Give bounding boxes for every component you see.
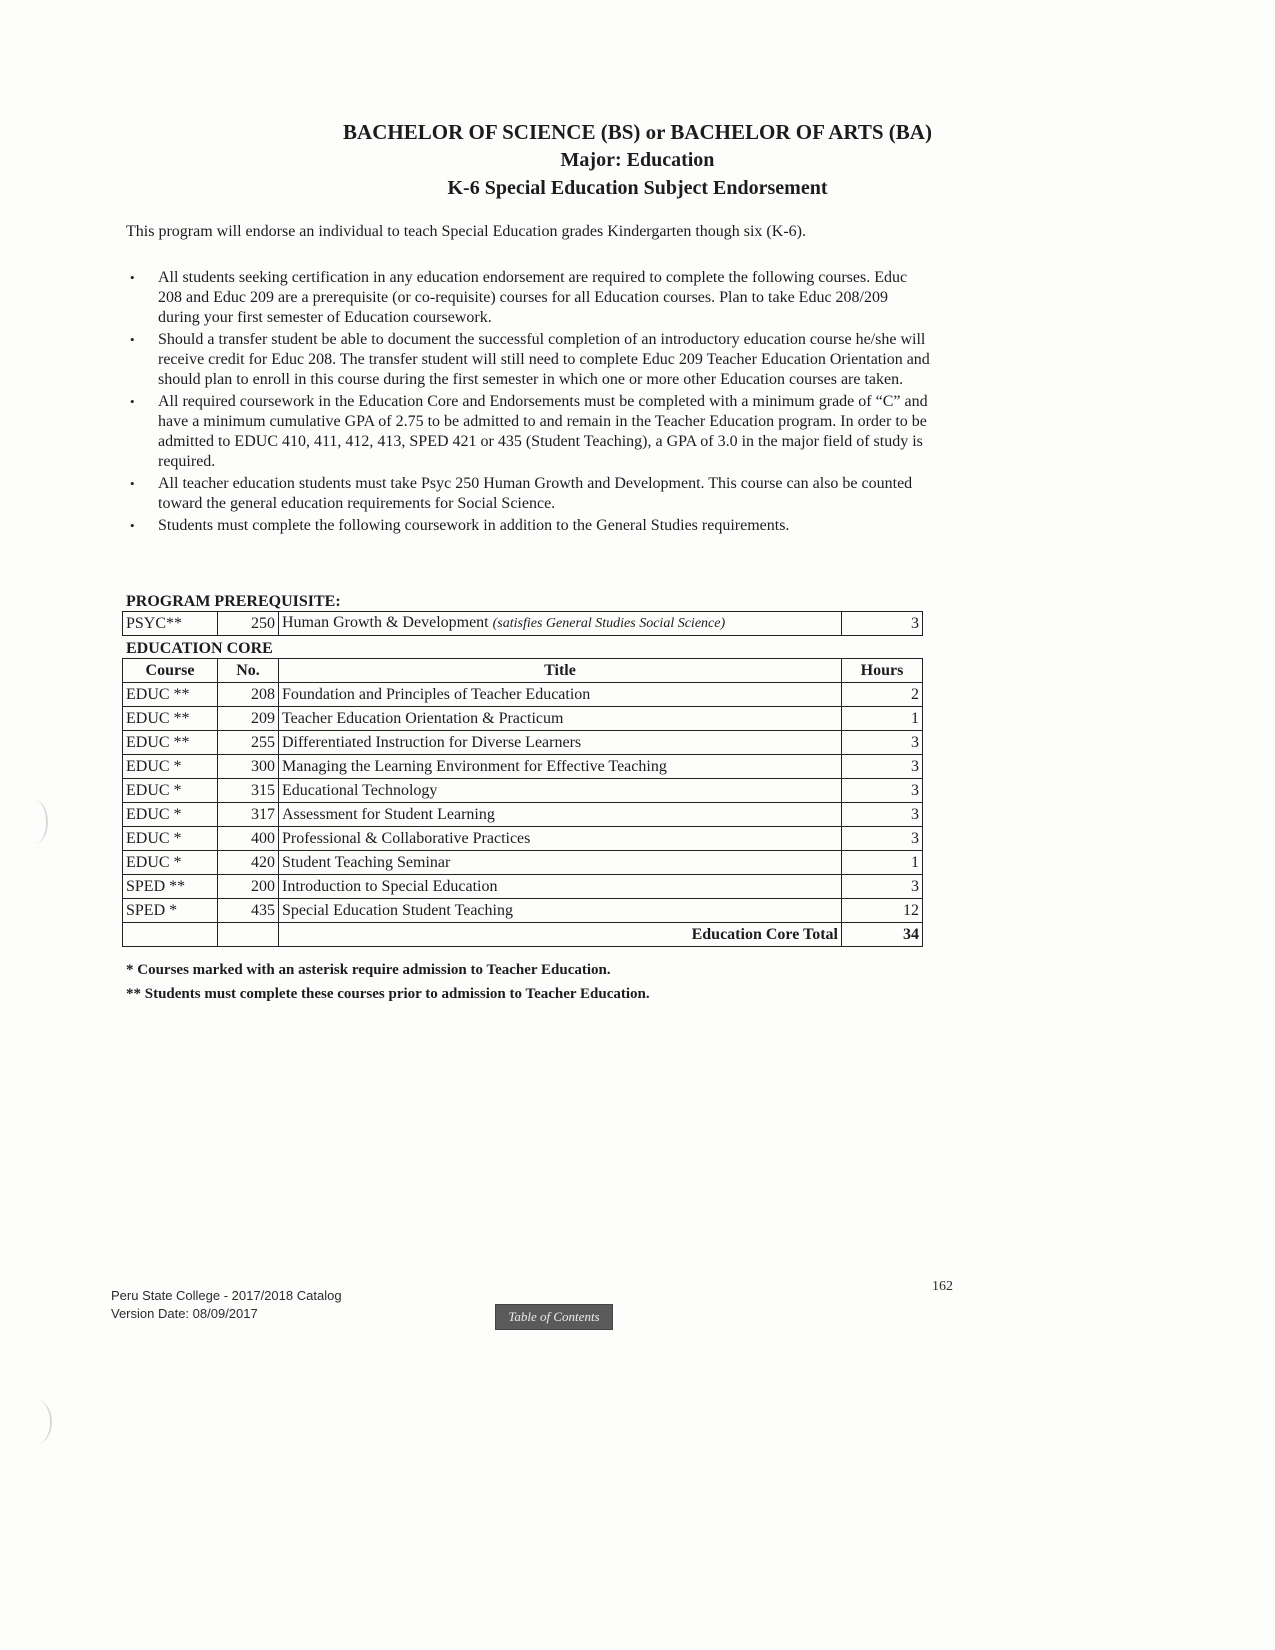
title-cell: Student Teaching Seminar (279, 851, 842, 875)
number-cell: 208 (218, 683, 279, 707)
course-cell: EDUC * (123, 803, 218, 827)
course-title: Human Growth & Development (282, 614, 489, 631)
core-table (122, 658, 923, 947)
hours-cell: 3 (842, 875, 923, 899)
asterisk-note: * Courses marked with an asterisk require admission to Teacher Education. (126, 962, 611, 978)
double-asterisk-note: ** Students must complete these courses prior to admission to Teacher Education. (126, 986, 650, 1002)
hours-cell: 1 (842, 707, 923, 731)
header-course: Course (123, 659, 218, 683)
title-cell: Educational Technology (279, 779, 842, 803)
hours-cell: 3 (842, 827, 923, 851)
header-hours: Hours (842, 659, 923, 683)
catalog-name: Peru State College - 2017/2018 Catalog (111, 1288, 342, 1303)
title-cell: Foundation and Principles of Teacher Education (279, 683, 842, 707)
table-row (123, 612, 923, 636)
header-title: Title (279, 659, 842, 683)
number-cell: 317 (218, 803, 279, 827)
title-cell: Teacher Education Orientation & Practicum (279, 707, 842, 731)
course-cell: SPED ** (123, 875, 218, 899)
table-of-contents-button[interactable]: Table of Contents (495, 1304, 613, 1330)
number-cell: 315 (218, 779, 279, 803)
number-cell: 250 (218, 612, 279, 636)
hours-cell: 3 (842, 612, 923, 636)
list-item: • All students seeking certification in any education endorsement are required to complete the following courses. Educ 208 and Educ 209 are a prerequisite (or co-requisite) courses for all Education courses. Plan to take Educ 208/209 during your first semester of Education coursework. (126, 268, 931, 328)
table-row (123, 683, 923, 707)
number-cell: 200 (218, 875, 279, 899)
table-row (123, 851, 923, 875)
course-cell: PSYC** (123, 612, 218, 636)
title-cell: Professional & Collaborative Practices (279, 827, 842, 851)
course-cell: EDUC * (123, 851, 218, 875)
page-number: 162 (932, 1279, 953, 1294)
number-cell: 435 (218, 899, 279, 923)
course-cell: EDUC ** (123, 731, 218, 755)
prerequisite-table (122, 611, 923, 636)
punch-hole-mark (22, 1400, 52, 1444)
title-cell: Assessment for Student Learning (279, 803, 842, 827)
header-no: No. (218, 659, 279, 683)
empty-cell (218, 923, 279, 947)
hours-cell: 3 (842, 755, 923, 779)
number-cell: 400 (218, 827, 279, 851)
title-cell: Special Education Student Teaching (279, 899, 842, 923)
course-cell: EDUC ** (123, 707, 218, 731)
list-item: • Should a transfer student be able to document the successful completion of an introductory education course he/she will receive credit for Educ 208. The transfer student will still need to complete Educ 209 Teacher Education Orientation and should plan to enroll in this course during the first semester in which one or more other Education courses are taken. (126, 330, 931, 390)
hours-cell: 3 (842, 731, 923, 755)
course-cell: EDUC ** (123, 683, 218, 707)
table-row (123, 875, 923, 899)
table-header-row (123, 659, 923, 683)
table-row (123, 803, 923, 827)
degree-title: BACHELOR OF SCIENCE (BS) or BACHELOR OF ARTS (BA) (343, 120, 932, 144)
title-cell (279, 612, 842, 636)
core-heading: EDUCATION CORE (126, 640, 273, 657)
number-cell: 300 (218, 755, 279, 779)
major-title: Major: Education (560, 149, 715, 171)
title-cell: Introduction to Special Education (279, 875, 842, 899)
course-note: (satisfies General Studies Social Science) (492, 616, 726, 631)
version-date: Version Date: 08/09/2017 (111, 1306, 258, 1321)
title-cell: Managing the Learning Environment for Effective Teaching (279, 755, 842, 779)
hours-cell: 12 (842, 899, 923, 923)
title-cell: Differentiated Instruction for Diverse Learners (279, 731, 842, 755)
course-cell: SPED * (123, 899, 218, 923)
intro-paragraph: This program will endorse an individual to teach Special Education grades Kindergarten though six (K-6). (126, 223, 806, 240)
course-cell: EDUC * (123, 779, 218, 803)
footnotes (126, 958, 650, 1006)
prerequisite-heading: PROGRAM PREREQUISITE: (126, 593, 341, 610)
course-cell: EDUC * (123, 755, 218, 779)
table-row (123, 779, 923, 803)
table-row (123, 827, 923, 851)
total-value: 34 (842, 923, 923, 947)
list-item: • All required coursework in the Education Core and Endorsements must be completed with a minimum grade of “C” and have a minimum cumulative GPA of 2.75 to be admitted to and remain in the Teacher Education program. In order to be admitted to EDUC 410, 411, 412, 413, SPED 421 or 435 (Student Teaching), a GPA of 3.0 in the major field of study is required. (126, 392, 931, 472)
page-headings (0, 118, 1275, 202)
table-row (123, 731, 923, 755)
number-cell: 255 (218, 731, 279, 755)
hours-cell: 1 (842, 851, 923, 875)
table-row (123, 755, 923, 779)
hours-cell: 2 (842, 683, 923, 707)
punch-hole-mark (22, 800, 48, 844)
endorsement-title: K-6 Special Education Subject Endorsement (447, 177, 828, 199)
list-item: • All teacher education students must take Psyc 250 Human Growth and Development. This course can also be counted toward the general education requirements for Social Science. (126, 474, 931, 514)
catalog-footer (111, 1287, 342, 1323)
course-cell: EDUC * (123, 827, 218, 851)
hours-cell: 3 (842, 803, 923, 827)
empty-cell (123, 923, 218, 947)
list-item: • Students must complete the following coursework in addition to the General Studies requirements. (126, 516, 931, 536)
hours-cell: 3 (842, 779, 923, 803)
total-row (123, 923, 923, 947)
number-cell: 209 (218, 707, 279, 731)
table-row (123, 899, 923, 923)
requirements-list (126, 268, 931, 538)
table-row (123, 707, 923, 731)
total-label: Education Core Total (279, 923, 842, 947)
number-cell: 420 (218, 851, 279, 875)
